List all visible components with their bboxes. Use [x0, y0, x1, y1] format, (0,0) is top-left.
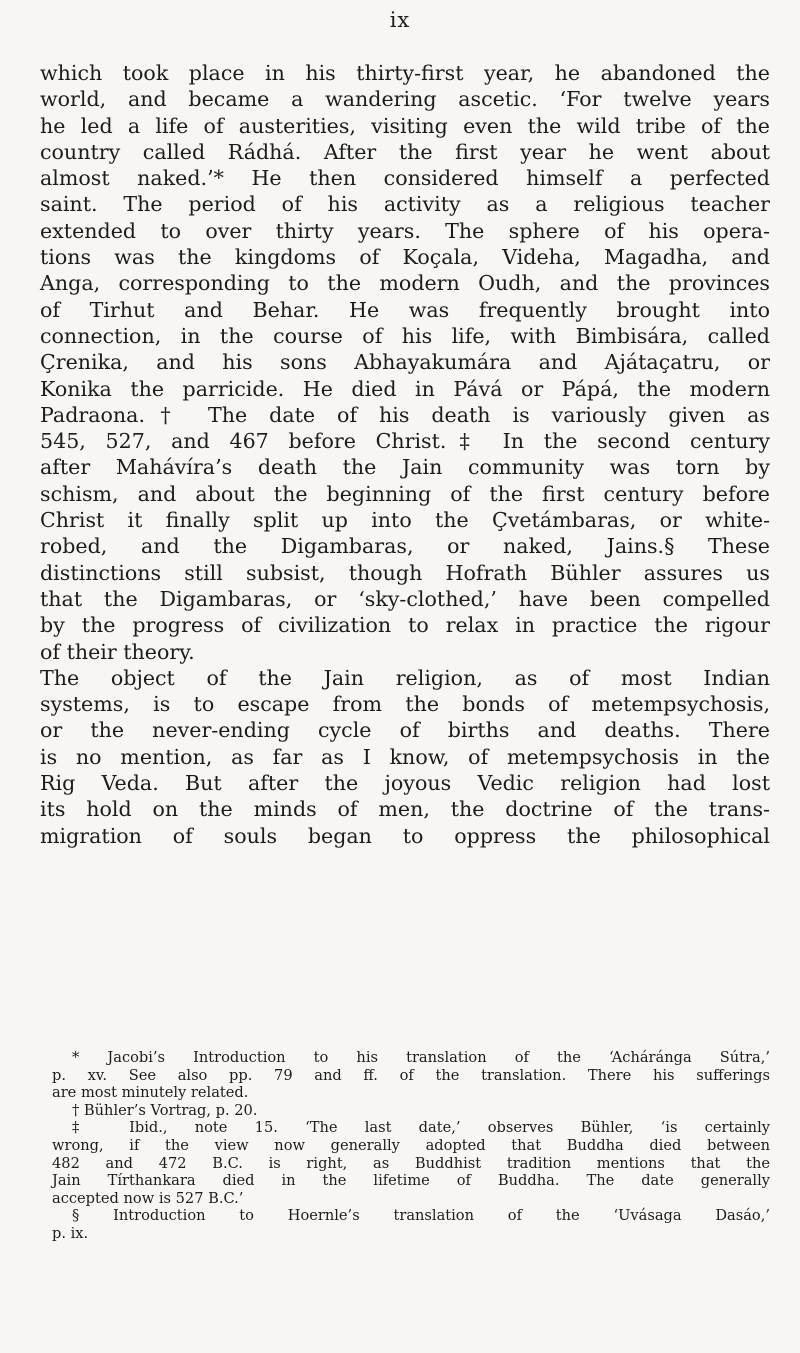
- footnote-line: p. xv. See also pp. 79 and ff. of the translation. There his sufferings: [52, 1066, 770, 1084]
- body-line: schism, and about the beginning of the first century before: [40, 481, 770, 506]
- body-line: after Mahávíra’s death the Jain community was torn by: [40, 455, 770, 480]
- body-line: Anga, corresponding to the modern Oudh, and the provinces: [40, 271, 770, 296]
- footnote-line: 482 and 472 B.C. is right, as Buddhist tradition mentions that the: [52, 1154, 770, 1172]
- body-line: connection, in the course of his life, with Bimbisára, called: [40, 323, 770, 348]
- footnotes: [52, 1049, 770, 1243]
- body-line: country called Rádhá. After the first year he went about: [40, 139, 770, 164]
- footnote-line: * Jacobi’s Introduction to his translation of the ‘Acháránga Sútra,’: [72, 1049, 770, 1066]
- body-line: its hold on the minds of men, the doctrine of the trans-: [40, 797, 770, 822]
- body-line: Christ it finally split up into the Çvetámbaras, or white-: [40, 508, 770, 533]
- footnote-line: ‡ Ibid., note 15. ‘The last date,’ observes Bühler, ‘is certainly: [72, 1119, 770, 1137]
- body-line: extended to over thirty years. The sphere of his opera-: [40, 218, 770, 243]
- footnote-line: wrong, if the view now generally adopted that Buddha died between: [52, 1136, 770, 1154]
- body-line: tions was the kingdoms of Koçala, Videha, Magadha, and: [40, 245, 770, 270]
- body-line: of their theory.: [40, 639, 195, 664]
- body-line: systems, is to escape from the bonds of metempsychosis,: [40, 692, 770, 717]
- footnote-line: are most minutely related.: [52, 1084, 249, 1102]
- body-line: by the progress of civilization to relax in practice the rigour: [40, 613, 770, 638]
- body-line: Konika the parricide. He died in Pává or Pápá, the modern: [40, 376, 770, 401]
- body-line: Çrenika, and his sons Abhayakumára and Ajátaçatru, or: [40, 350, 770, 375]
- body-line: world, and became a wandering ascetic. ‘For twelve years: [40, 87, 770, 112]
- body-line: Padraona.† The date of his death is variously given as: [40, 402, 770, 427]
- body-line: 545, 527, and 467 before Christ.‡ In the second century: [40, 429, 770, 454]
- body-line: that the Digambaras, or ‘sky-clothed,’ have been compelled: [40, 586, 770, 611]
- body-line: of Tirhut and Behar. He was frequently brought into: [40, 297, 770, 322]
- footnote-line: § Introduction to Hoernle’s translation of the ‘Uvásaga Dasáo,’: [72, 1207, 770, 1225]
- footnote-line: accepted now is 527 B.C.’: [52, 1189, 244, 1207]
- body-line: migration of souls began to oppress the philosophical: [40, 823, 770, 848]
- body-line: he led a life of austerities, visiting even the wild tribe of the: [40, 113, 770, 138]
- body-line: which took place in his thirty-first year, he abandoned the: [40, 61, 770, 85]
- body-line: saint. The period of his activity as a religious teacher: [40, 192, 770, 217]
- body-line: almost naked.’* He then considered himself a perfected: [40, 166, 770, 191]
- body-line: Rig Veda. But after the joyous Vedic religion had lost: [40, 771, 770, 796]
- footnote-line: Jain Tírthankara died in the lifetime of Buddha. The date generally: [52, 1172, 770, 1190]
- page-number: ix: [389, 8, 411, 32]
- body-text: [40, 60, 770, 849]
- body-line: is no mention, as far as I know, of metempsychosis in the: [40, 744, 770, 769]
- footnote-line: † Bühler’s Vortrag, p. 20.: [72, 1101, 258, 1119]
- body-line: distinctions still subsist, though Hofrath Bühler assures us: [40, 560, 770, 585]
- footnote-line: p. ix.: [52, 1224, 89, 1242]
- body-line: robed, and the Digambaras, or naked, Jains.§ These: [40, 534, 770, 559]
- body-line: or the never-ending cycle of births and deaths. There: [40, 718, 770, 743]
- body-line: The object of the Jain religion, as of most Indian: [40, 665, 770, 690]
